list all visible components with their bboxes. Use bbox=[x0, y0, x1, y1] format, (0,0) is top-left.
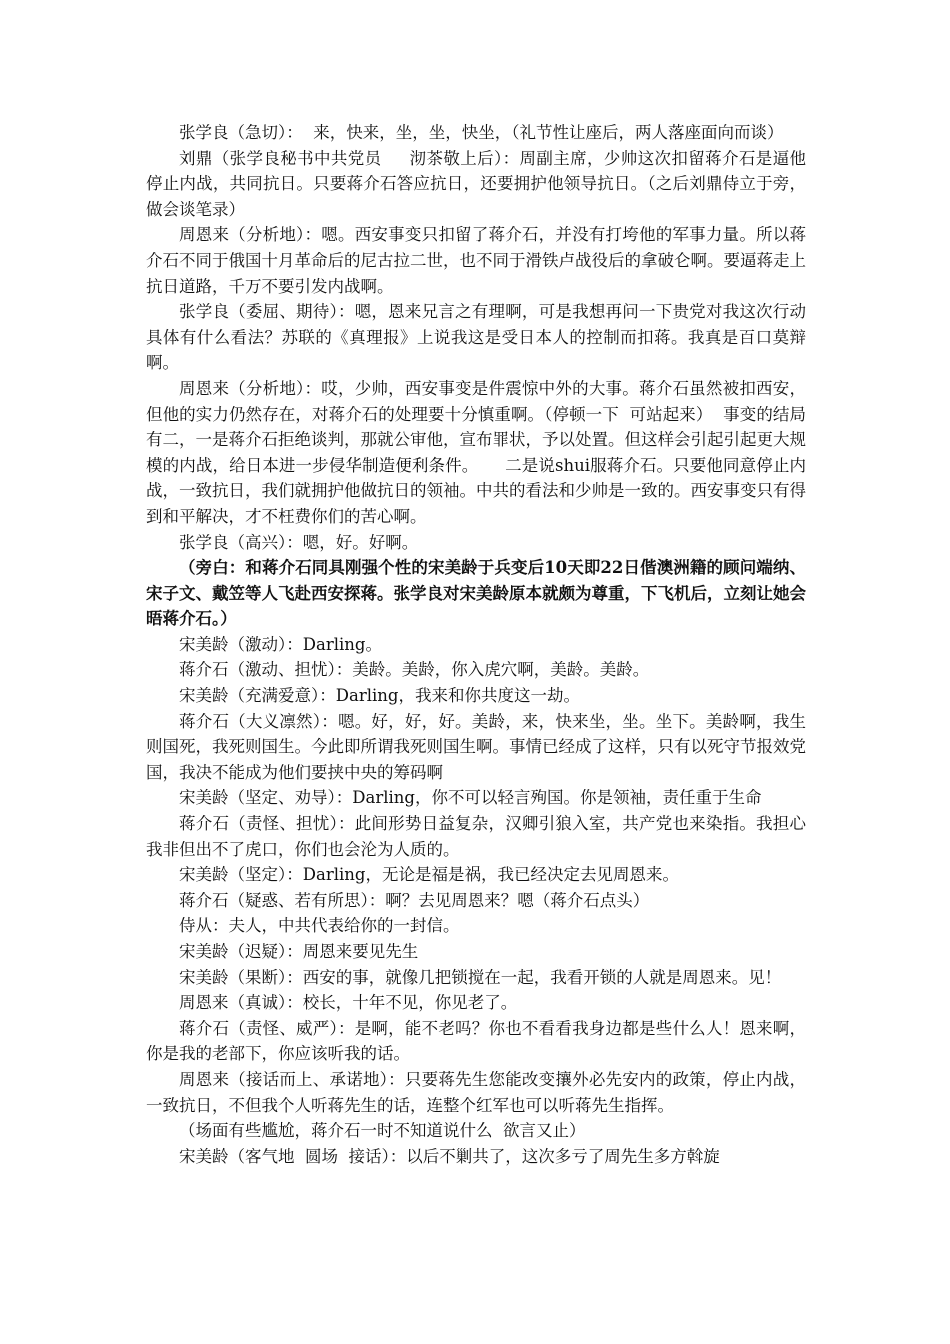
paragraph-chiang-puzzled: 蒋介石（疑惑、若有所思）：啊？去见周恩来？嗯（蒋介石点头） bbox=[179, 890, 650, 910]
paragraph-soong-loving: 宋美龄（充满爱意）：Darling，我来和你共度这一劫。 bbox=[179, 686, 580, 706]
paragraph-soong-excited: 宋美龄（激动）：Darling。 bbox=[179, 634, 382, 654]
paragraph-soong-firm: 宋美龄（坚定）：Darling，无论是福是祸，我已经决定去见周恩来。 bbox=[179, 865, 679, 885]
paragraph-narration: （旁白：和蒋介石同具刚强个性的宋美龄于兵变后10天即22日偕澳洲籍的顾问端纳、宋子文、戴笠等人飞赴西安探蒋。张学良对宋美龄原本就颇为尊重，下飞机后，立刻让她会晤蒋介石。） bbox=[146, 558, 806, 629]
script-text-body bbox=[146, 120, 806, 1169]
paragraph-attendant: 侍从：夫人，中共代表给你的一封信。 bbox=[179, 916, 460, 936]
paragraph-zhou-promise: 周恩来（接话而上、承诺地）：只要蒋先生您能改变攘外必先安内的政策，停止内战，一致抗日，不但我个人听蒋先生的话，连整个红军也可以听蒋先生指挥。 bbox=[146, 1069, 806, 1115]
paragraph-zhang-wronged: 张学良（委屈、期待）：嗯，恩来兄言之有理啊，可是我想再问一下贵党对我这次行动具体有什么看法？苏联的《真理报》上说我这是受日本人的控制而扣蒋。我真是百口莫辩啊。 bbox=[146, 302, 806, 373]
paragraph-stage-direction: （场面有些尴尬，蒋介石一时不知道说什么 欲言又止） bbox=[179, 1121, 586, 1141]
paragraph-zhou-analysis-2: 周恩来（分析地）：哎，少帅，西安事变是件震惊中外的大事。蒋介石虽然被扣西安，但他的实力仍然存在，对蒋介石的处理要十分慎重啊。（停顿一下 可站起来） 事变的结局有二，一是蒋介石拒绝谈判，那就公审他，宣布罪状，予以处置。但这样会引起引起更大规模的内战，给日本进一步侵华制造便利条件。 二是说shui服蒋介石。只要他同意停止内战，一致抗日，我们就拥护他做抗日的领袖。中共的看法和少帅是一致的。西安事变只有得到和平解决，才不枉费你们的苦心啊。 bbox=[146, 378, 806, 526]
paragraph-soong-polite: 宋美龄（客气地 圆场 接话）：以后不剿共了，这次多亏了周先生多方斡旋 bbox=[179, 1146, 720, 1166]
paragraph-zhang-happy: 张学良（高兴）：嗯，好。好啊。 bbox=[179, 532, 419, 552]
paragraph-chiang-worried: 蒋介石（激动、担忧）：美龄。美龄，你入虎穴啊，美龄。美龄。 bbox=[179, 660, 650, 680]
paragraph-chiang-stern: 蒋介石（责怪、威严）：是啊，能不老吗？你也不看看我身边都是些什么人！恩来啊，你是我的老部下，你应该听我的话。 bbox=[146, 1018, 806, 1064]
paragraph-zhang-urgent: 张学良（急切）： 来，快来，坐，坐，快坐，（礼节性让座后，两人落座面向而谈） bbox=[179, 123, 784, 142]
paragraph-zhou-analysis-1: 周恩来（分析地）：嗯。西安事变只扣留了蒋介石，并没有打垮他的军事力量。所以蒋介石不同于俄国十月革命后的尼古拉二世，也不同于滑铁卢战役后的拿破仑啊。要逼蒋走上抗日道路，千万不要引发内战啊。 bbox=[146, 225, 806, 296]
paragraph-soong-persuade: 宋美龄（坚定、劝导）：Darling，你不可以轻言殉国。你是领袖，责任重于生命 bbox=[179, 788, 762, 808]
paragraph-chiang-righteous: 蒋介石（大义凛然）：嗯。好，好，好。美龄，来，快来坐，坐。坐下。美龄啊，我生则国死，我死则国生。今此即所谓我死则国生啊。事情已经成了这样，只有以死守节报效党国，我决不能成为他们要挟中央的筹码啊 bbox=[146, 711, 806, 782]
paragraph-chiang-blame: 蒋介石（责怪、担忧）：此间形势日益复杂，汉卿引狼入室，共产党也来染指。我担心我非但出不了虎口，你们也会沦为人质的。 bbox=[146, 814, 806, 859]
paragraph-zhou-sincere: 周恩来（真诚）：校长，十年不见，你见老了。 bbox=[179, 993, 518, 1013]
paragraph-soong-decisive: 宋美龄（果断）：西安的事，就像几把锁搅在一起，我看开锁的人就是周恩来。见！ bbox=[179, 967, 782, 987]
paragraph-soong-hesitant: 宋美龄（迟疑）：周恩来要见先生 bbox=[179, 942, 419, 961]
paragraph-liu-ding: 刘鼎（张学良秘书中共党员 沏茶敬上后）：周副主席，少帅这次扣留蒋介石是逼他停止内战，共同抗日。只要蒋介石答应抗日，还要拥护他领导抗日。（之后刘鼎侍立于旁，做会谈笔录） bbox=[146, 148, 806, 219]
